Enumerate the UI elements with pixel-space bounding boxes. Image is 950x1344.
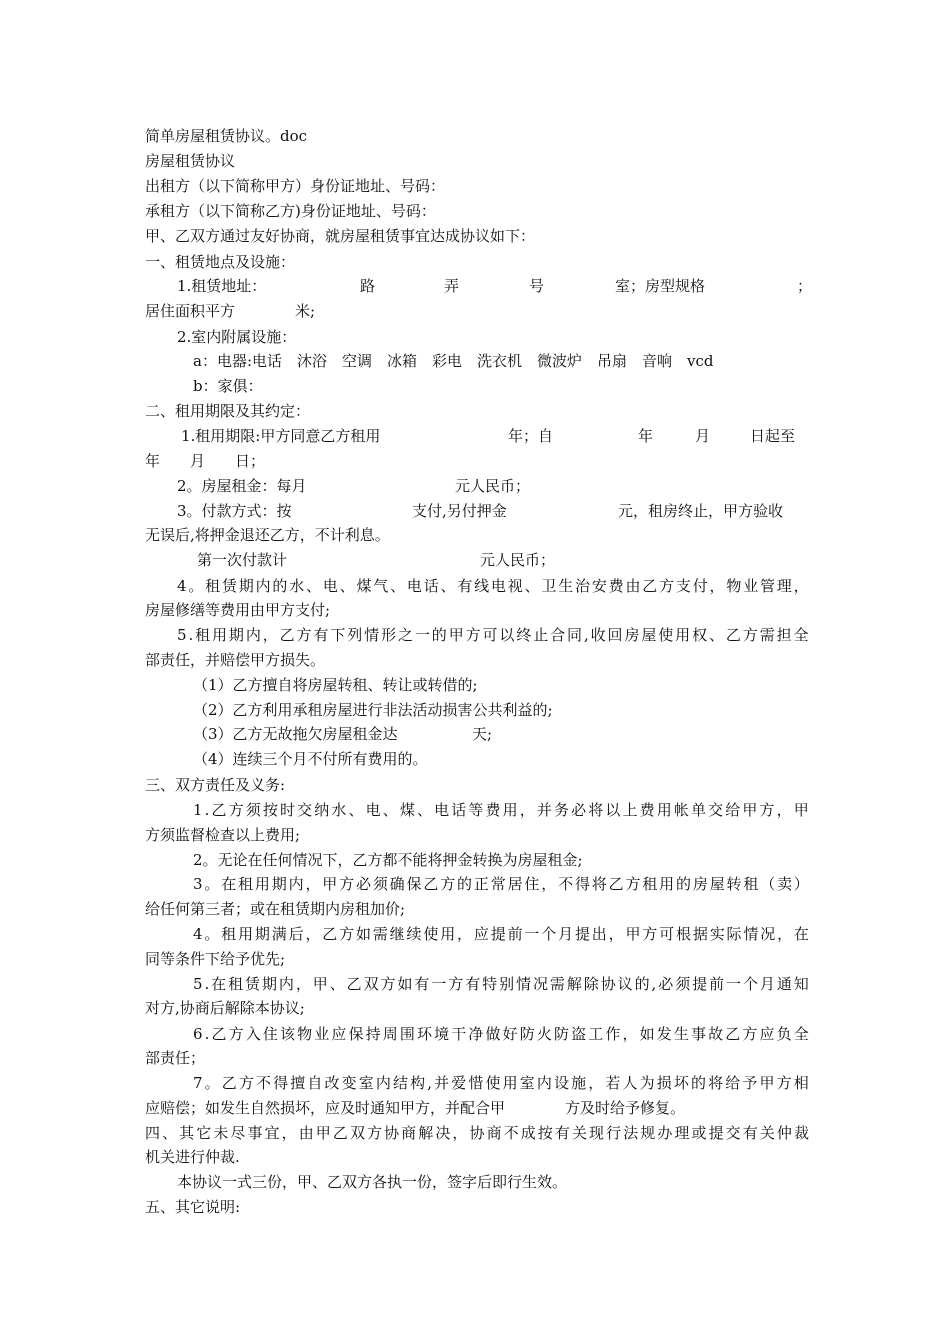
section-2-heading: 二、租用期限及其约定： — [145, 402, 311, 420]
payment-deposit: 支付,另付押金 — [412, 502, 507, 520]
intro-paragraph: 甲、乙双方通过友好协商，就房屋租赁事宜达成协议如下： — [145, 227, 536, 245]
lease-term-day: 日起至 — [750, 427, 796, 445]
clause-4-line-1: 4 。 租 赁 期 内 的 水 、 电 、 煤 气 、 电 话 、 有 线 电 视 、 卫 生 治 安 费 由 乙 方 支 付 ， 物 业 管 理 ， — [177, 577, 809, 595]
clause-4-line-2: 房屋修缮等费用由甲方支付; — [145, 601, 331, 619]
payment-method-label: 3。付款方式：按 — [177, 502, 292, 520]
duty-1-line-1: 1 . 乙 方 须 按 时 交 纳 水 、 电 、 煤 、 电 话 等 费 用 ， 并 务 必 将 以 上 费 用 帐 单 交 给 甲 方 ， 甲 — [193, 801, 809, 819]
appliances-line: a：电器:电话 沐浴 空调 冰箱 彩电 洗衣机 微波炉 吊扇 音响 vcd — [193, 352, 714, 370]
file-name: 简单房屋租赁协议。doc — [145, 127, 308, 145]
condition-3 — [145, 724, 810, 744]
party-b-line: 承租方（以下简称乙方)身份证地址、号码： — [145, 202, 436, 220]
payment-termination: 元，租房终止，甲方验收 — [618, 502, 784, 520]
address-road: 路 — [360, 277, 376, 295]
duty-1-line-2: 方须监督检查以上费用; — [145, 826, 301, 844]
duty-6-line-2: 部责任； — [145, 1049, 206, 1067]
rent-currency: 元人民币； — [455, 477, 531, 495]
payment-method-cont: 无误后,将押金退还乙方，不计利息。 — [145, 526, 390, 544]
clause-5-line-1: 5 . 租 用 期 内 ， 乙 方 有 下 列 情 形 之 一 的 甲 方 可 以 终 止 合 同 , 收 回 房 屋 使 用 权 、 乙 方 需 担 全 — [177, 626, 809, 644]
rent-label: 2。房屋租金：每月 — [177, 477, 307, 495]
party-a-line: 出租方（以下简称甲方）身份证地址、号码： — [145, 177, 446, 195]
duty-6-line-1: 6 . 乙 方 入 住 该 物 业 应 保 持 周 围 环 境 干 净 做 好 防 火 防 盗 工 作 ， 如 发 生 事 故 乙 方 应 负 全 — [193, 1025, 809, 1043]
living-area-line: 居住面积平方 米; — [145, 302, 316, 320]
first-payment-currency: 元人民币； — [480, 551, 556, 569]
condition-2: （2）乙方利用承租房屋进行非法活动损害公共利益的; — [193, 701, 553, 719]
lease-term-year: 年 — [638, 427, 654, 445]
furniture-line: b：家俱： — [193, 377, 263, 395]
section-3-heading: 三、双方责任及义务: — [145, 776, 286, 794]
address-lane: 弄 — [444, 277, 460, 295]
address-number: 号 — [529, 277, 545, 295]
section-4-line-1: 四 、 其 它 未 尽 事 宜 ， 由 甲 乙 双 方 协 商 解 决 ， 协 商 不 成 按 有 关 现 行 法 规 办 理 或 提 交 有 关 仲 裁 — [145, 1124, 809, 1142]
lease-term-line — [145, 426, 810, 446]
duty-2: 2。无论在任何情况下，乙方都不能将押金转换为房屋租金; — [193, 851, 583, 869]
address-room-type: 室；房型规格 — [615, 277, 706, 295]
payment-method-line — [145, 501, 810, 521]
address-end: ； — [797, 277, 813, 295]
section-5-heading: 五、其它说明: — [145, 1198, 241, 1216]
duty-5-line-1: 5 . 在 租 赁 期 内 ， 甲 、 乙 双 方 如 有 一 方 有 特 别 情 况 需 解 除 协 议 的 , 必 须 提 前 一 个 月 通 知 — [193, 975, 809, 993]
first-payment-line — [145, 550, 810, 570]
duty-4-line-2: 同等条件下给予优先; — [145, 950, 286, 968]
first-payment-label: 第一次付款计 — [197, 551, 288, 569]
clause-5-line-2: 部责任，并赔偿甲方损失。 — [145, 651, 326, 669]
duty-3-line-2: 给任何第三者；或在租赁期内房租加价; — [145, 900, 406, 918]
condition-1: （1）乙方擅自将房屋转租、转让或转借的; — [193, 676, 478, 694]
lease-term-month: 月 — [695, 427, 711, 445]
condition-3-days: 天; — [472, 725, 493, 743]
lease-term-end: 年 月 日； — [145, 452, 266, 470]
facilities-label: 2.室内附属设施： — [177, 328, 297, 346]
duty-3-line-1: 3 。 在 租 用 期 内 ， 甲 方 必 须 确 保 乙 方 的 正 常 居 住 ， 不 得 将 乙 方 租 用 的 房 屋 转 租 （ 卖 ） — [193, 875, 809, 893]
copies-paragraph: 本协议一式三份，甲、乙双方各执一份，签字后即行生效。 — [177, 1173, 568, 1191]
section-1-heading: 一、租赁地点及设施： — [145, 253, 296, 271]
condition-4: （4）连续三个月不付所有费用的。 — [193, 750, 428, 768]
duty-7-line-1: 7 。 乙 方 不 得 擅 自 改 变 室 内 结 构 , 并 爱 惜 使 用 室 内 设 施 ， 若 人 为 损 坏 的 将 给 予 甲 方 相 — [193, 1074, 809, 1092]
address-line — [145, 276, 813, 296]
lease-term-from: 年；自 — [508, 427, 554, 445]
condition-3-text: （3）乙方无故拖欠房屋租金达 — [193, 725, 398, 743]
duty-7-line-2: 应赔偿；如发生自然损坏，应及时通知甲方，并配合甲 方及时给予修复。 — [145, 1099, 686, 1117]
duty-5-line-2: 对方,协商后解除本协议; — [145, 999, 305, 1017]
rent-line — [145, 476, 810, 496]
address-label: 1.租赁地址： — [177, 277, 267, 295]
duty-4-line-1: 4 。 租 用 期 满 后 ， 乙 方 如 需 继 续 使 用 ， 应 提 前 一 个 月 提 出 ， 甲 方 可 根 据 实 际 情 况 ， 在 — [193, 925, 809, 943]
document-title: 房屋租赁协议 — [145, 152, 236, 170]
lease-term-label: 1.租用期限:甲方同意乙方租用 — [181, 427, 381, 445]
section-4-line-2: 机关进行仲裁. — [145, 1148, 240, 1166]
